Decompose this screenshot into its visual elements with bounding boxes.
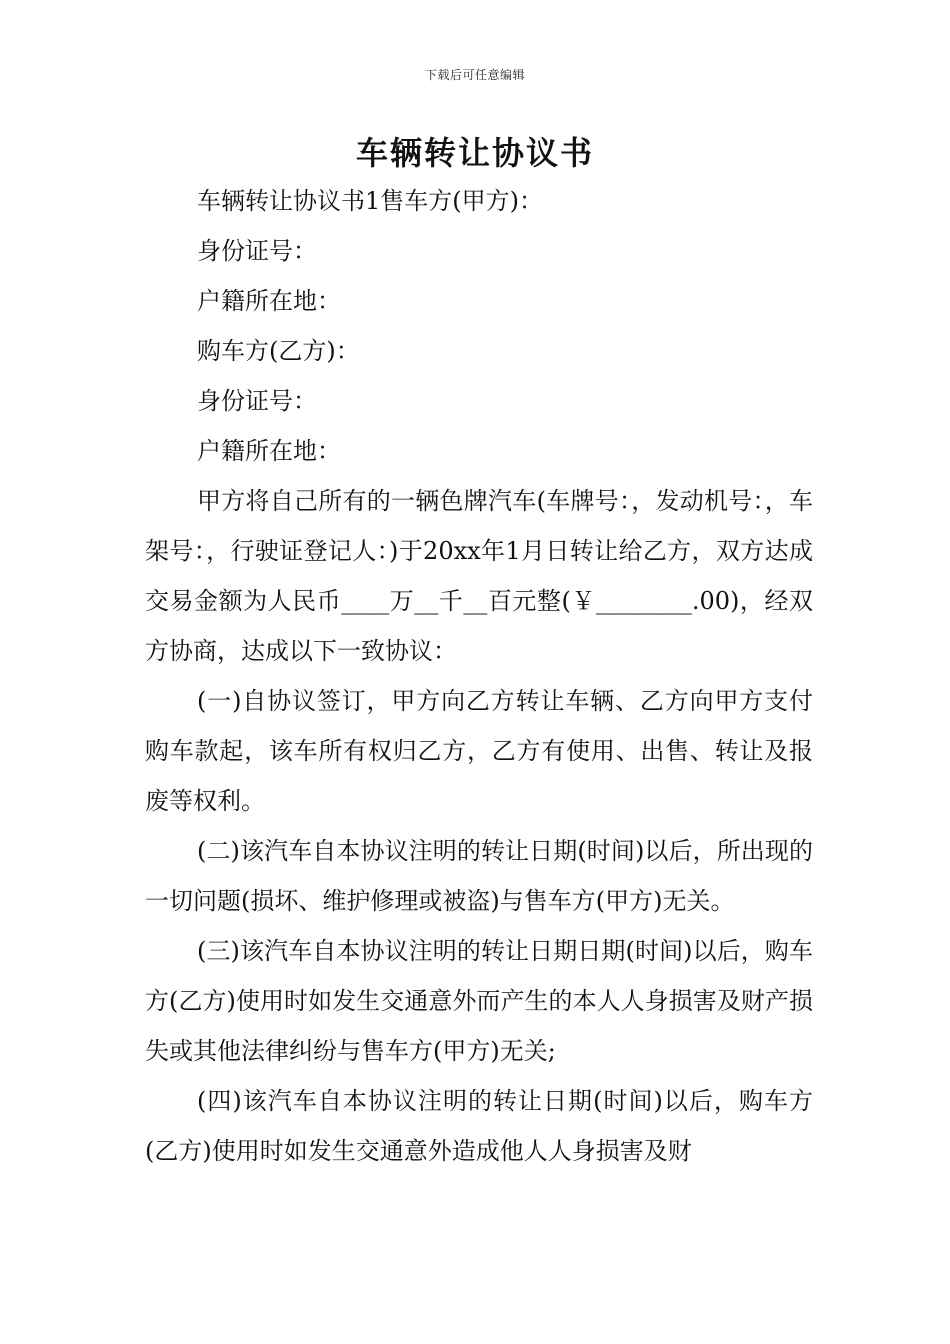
field-buyer-id: 身份证号： [197, 387, 317, 415]
document-body [145, 176, 813, 1176]
field-buyer-residence: 户籍所在地： [197, 437, 341, 465]
field-seller-id: 身份证号： [197, 237, 317, 265]
paragraph-clause-1: (一)自协议签订，甲方向乙方转让车辆、乙方向甲方支付购车款起，该车所有权归乙方，乙方有使用、出售、转让及报废等权利。 [145, 687, 813, 815]
field-seller-residence: 户籍所在地： [197, 287, 341, 315]
header-note: 下载后可任意编辑 [424, 68, 525, 82]
document-title: 车辆转让协议书 [355, 134, 594, 172]
field-buyer: 购车方(乙方)： [197, 337, 360, 365]
paragraph-clause-4: (四)该汽车自本协议注明的转让日期(时间)以后，购车方(乙方)使用时如发生交通意外造成他人人身损害及财 [145, 1087, 813, 1165]
paragraph-clause-3: (三)该汽车自本协议注明的转让日期日期(时间)以后，购车方(乙方)使用时如发生交通意外而产生的本人人身损害及财产损失或其他法律纠纷与售车方(甲方)无关; [145, 937, 813, 1065]
field-seller: 车辆转让协议书1售车方(甲方)： [197, 187, 543, 215]
paragraph-clause-2: (二)该汽车自本协议注明的转让日期(时间)以后，所出现的一切问题(损坏、维护修理或被盗)与售车方(甲方)无关。 [145, 837, 813, 915]
paragraph-intro: 甲方将自己所有的一辆色牌汽车(车牌号：，发动机号：，车架号：，行驶证登记人：)于20xx年1月日转让给乙方，双方达成交易金额为人民币____万__千__百元整(￥________.00)，经双方协商，达成以下一致协议： [145, 487, 813, 665]
